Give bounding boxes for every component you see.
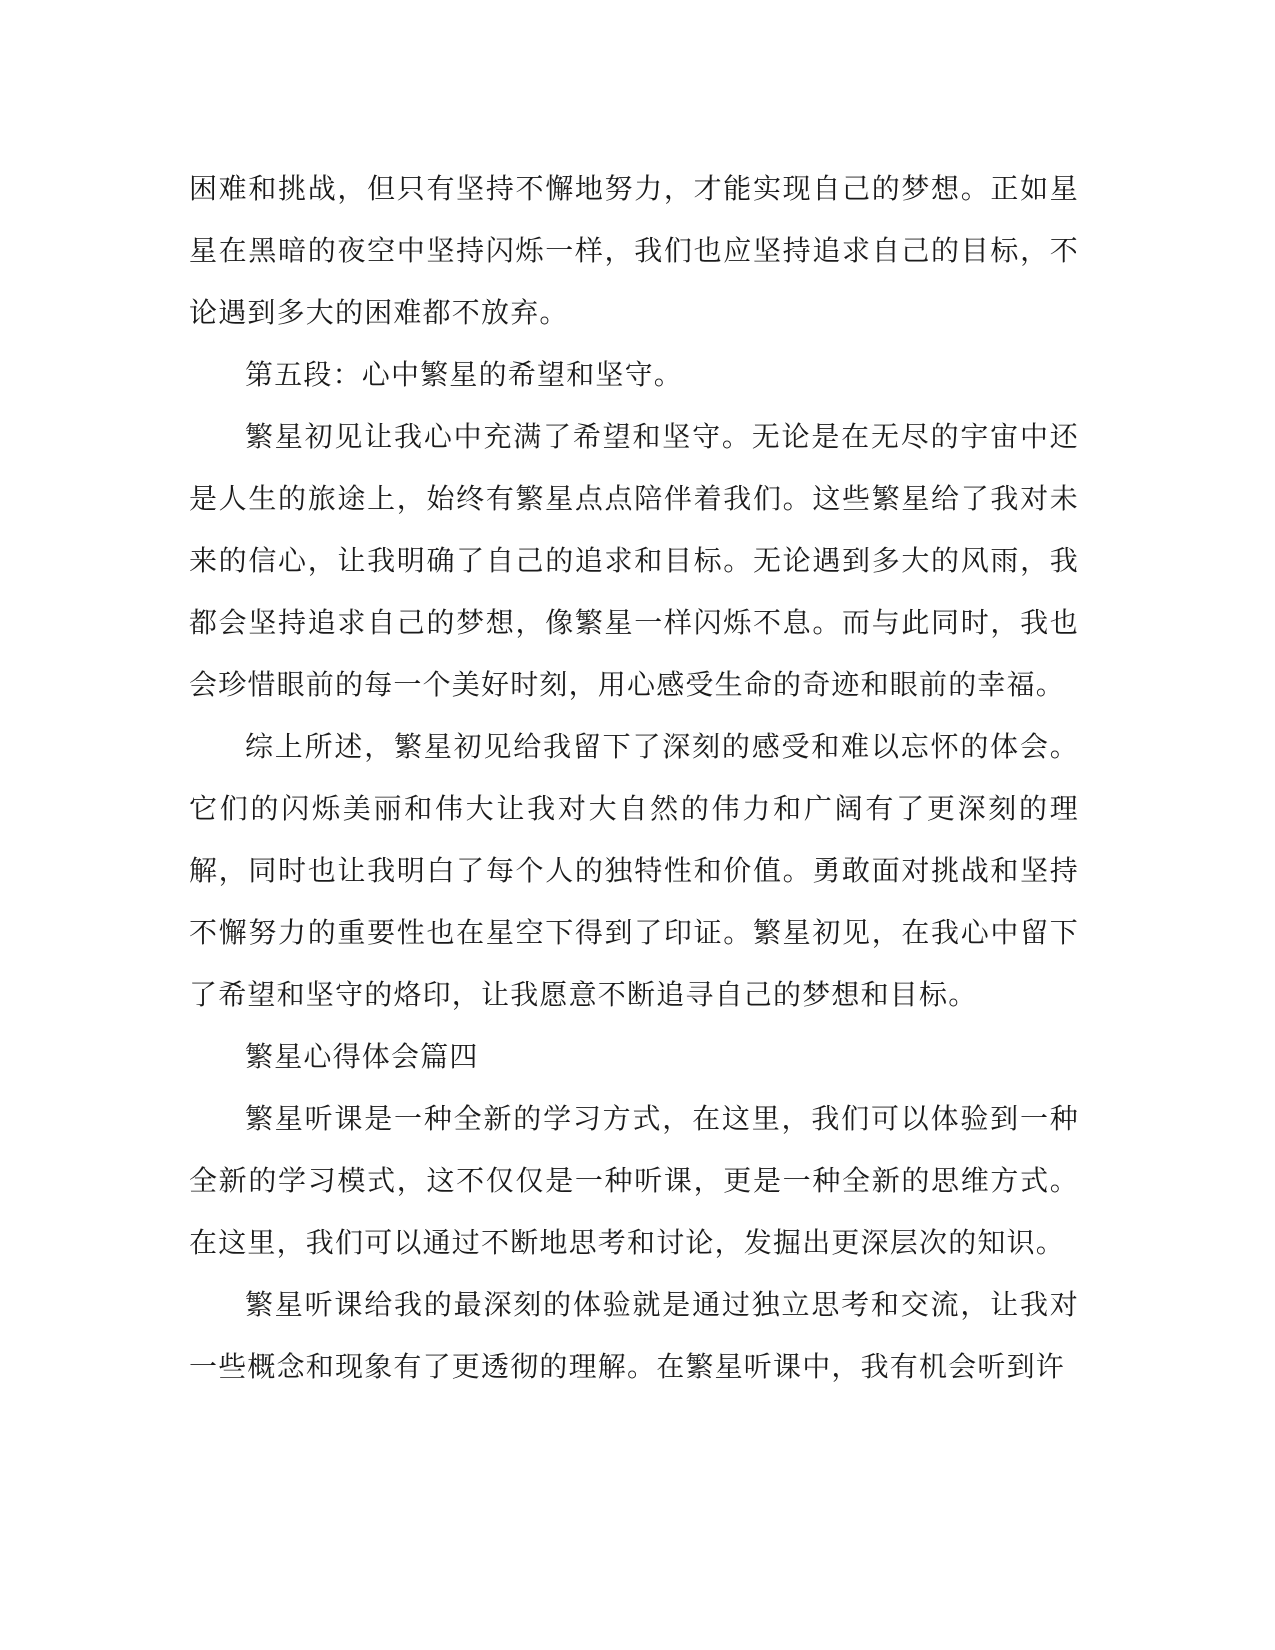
paragraph-continuation: 困难和挑战，但只有坚持不懈地努力，才能实现自己的梦想。正如星星在黑暗的夜空中坚持闪烁一样，我们也应坚持追求自己的目标，不论遇到多大的困难都不放弃。 — [189, 172, 1079, 329]
paragraph-hope: 繁星初见让我心中充满了希望和坚守。无论是在无尽的宇宙中还是人生的旅途上，始终有繁星点点陪伴着我们。这些繁星给了我对未来的信心，让我明确了自己的追求和目标。无论遇到多大的风雨，我都会坚持追求自己的梦想，像繁星一样闪烁不息。而与此同时，我也会珍惜眼前的每一个美好时刻，用心感受生命的奇迹和眼前的幸福。 — [189, 420, 1079, 701]
paragraph-summary: 综上所述，繁星初见给我留下了深刻的感受和难以忘怀的体会。它们的闪烁美丽和伟大让我对大自然的伟力和广阔有了更深刻的理解，同时也让我明白了每个人的独特性和价值。勇敢面对挑战和坚持不懈努力的重要性也在星空下得到了印证。繁星初见，在我心中留下了希望和坚守的烙印，让我愿意不断追寻自己的梦想和目标。 — [189, 730, 1079, 1011]
section-heading-fifth: 第五段：心中繁星的希望和坚守。 — [245, 358, 684, 391]
paragraph-deep-experience: 繁星听课给我的最深刻的体验就是通过独立思考和交流，让我对一些概念和现象有了更透彻的理解。在繁星听课中，我有机会听到许 — [189, 1288, 1079, 1383]
paragraph-new-learning: 繁星听课是一种全新的学习方式，在这里，我们可以体验到一种全新的学习模式，这不仅仅是一种听课，更是一种全新的思维方式。在这里，我们可以通过不断地思考和讨论，发掘出更深层次的知识。 — [189, 1102, 1079, 1259]
section-heading-part-four: 繁星心得体会篇四 — [245, 1040, 479, 1073]
document-body — [189, 158, 1079, 1398]
